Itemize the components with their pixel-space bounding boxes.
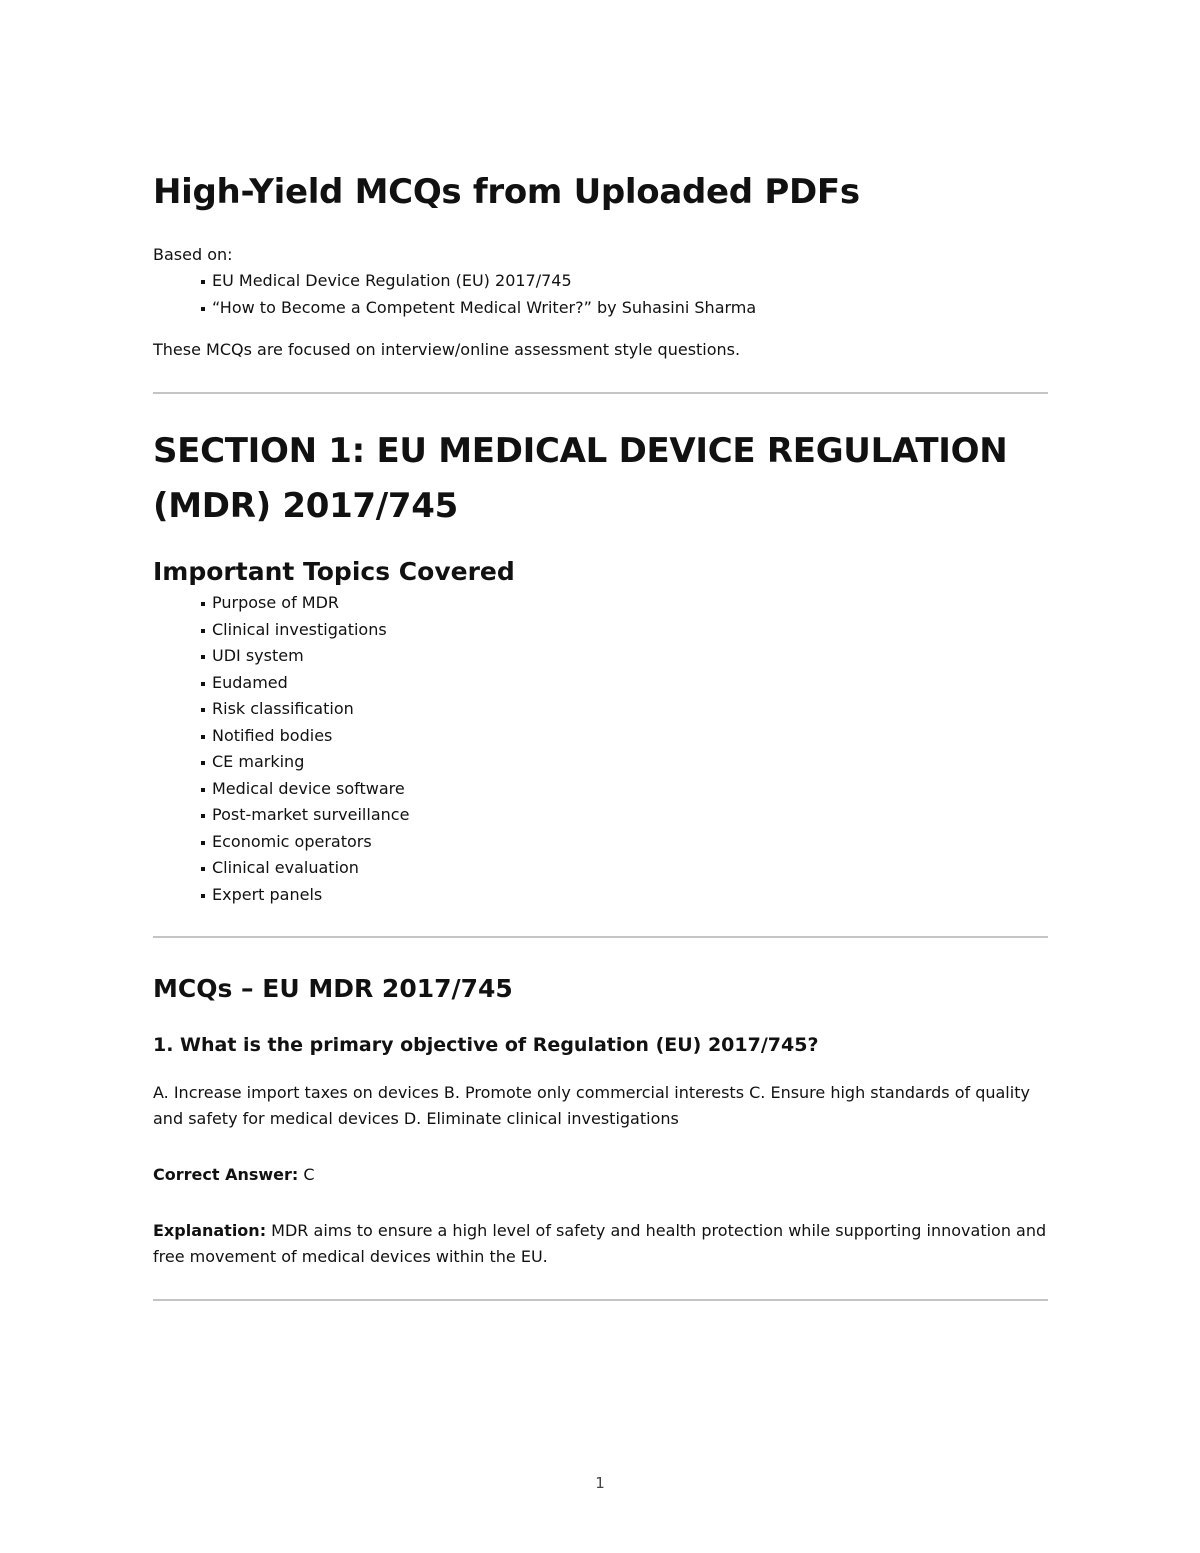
question-text: 1. What is the primary objective of Regulation (EU) 2017/745? bbox=[153, 1034, 819, 1056]
topic-item: Purpose of MDR bbox=[201, 590, 1048, 617]
explanation-label: Explanation: bbox=[153, 1221, 267, 1240]
source-item: “How to Become a Competent Medical Writer?” by Suhasini Sharma bbox=[201, 295, 1048, 322]
mcq-heading: MCQs – EU MDR 2017/745 bbox=[153, 974, 513, 1003]
source-item: EU Medical Device Regulation (EU) 2017/745 bbox=[201, 268, 1048, 295]
based-on-label: Based on: bbox=[153, 245, 233, 264]
correct-answer-value: C bbox=[298, 1165, 315, 1184]
topic-item: Eudamed bbox=[201, 670, 1048, 697]
topic-item: Expert panels bbox=[201, 882, 1048, 909]
correct-answer-label: Correct Answer: bbox=[153, 1165, 299, 1184]
topic-item: Clinical investigations bbox=[201, 617, 1048, 644]
source-list bbox=[153, 268, 1048, 321]
document-title: High-Yield MCQs from Uploaded PDFs bbox=[153, 172, 860, 212]
topic-item: UDI system bbox=[201, 643, 1048, 670]
topic-item: Notified bodies bbox=[201, 723, 1048, 750]
topic-item: Risk classification bbox=[201, 696, 1048, 723]
explanation-text: MDR aims to ensure a high level of safety and health protection while supporting innovation and free movement of medical devices within the EU. bbox=[153, 1221, 1047, 1266]
question-options: A. Increase import taxes on devices B. Promote only commercial interests C. Ensure high standards of quality and safety for medical devices D. Eliminate clinical investigations bbox=[153, 1083, 1030, 1128]
topic-item: Clinical evaluation bbox=[201, 855, 1048, 882]
section-divider bbox=[153, 936, 1048, 938]
section-title: SECTION 1: EU MEDICAL DEVICE REGULATION (MDR) 2017/745 bbox=[153, 431, 1008, 526]
topics-list bbox=[153, 590, 1048, 908]
topic-item: Post-market surveillance bbox=[201, 802, 1048, 829]
section-divider bbox=[153, 392, 1048, 394]
topics-heading: Important Topics Covered bbox=[153, 557, 515, 586]
focus-note: These MCQs are focused on interview/online assessment style questions. bbox=[153, 340, 741, 359]
topic-item: CE marking bbox=[201, 749, 1048, 776]
page-content bbox=[153, 168, 1048, 1301]
answer-explanation bbox=[153, 1218, 1048, 1270]
page-number: 1 bbox=[595, 1474, 605, 1492]
section-divider bbox=[153, 1299, 1048, 1301]
topic-item: Medical device software bbox=[201, 776, 1048, 803]
correct-answer bbox=[153, 1162, 1048, 1188]
topic-item: Economic operators bbox=[201, 829, 1048, 856]
